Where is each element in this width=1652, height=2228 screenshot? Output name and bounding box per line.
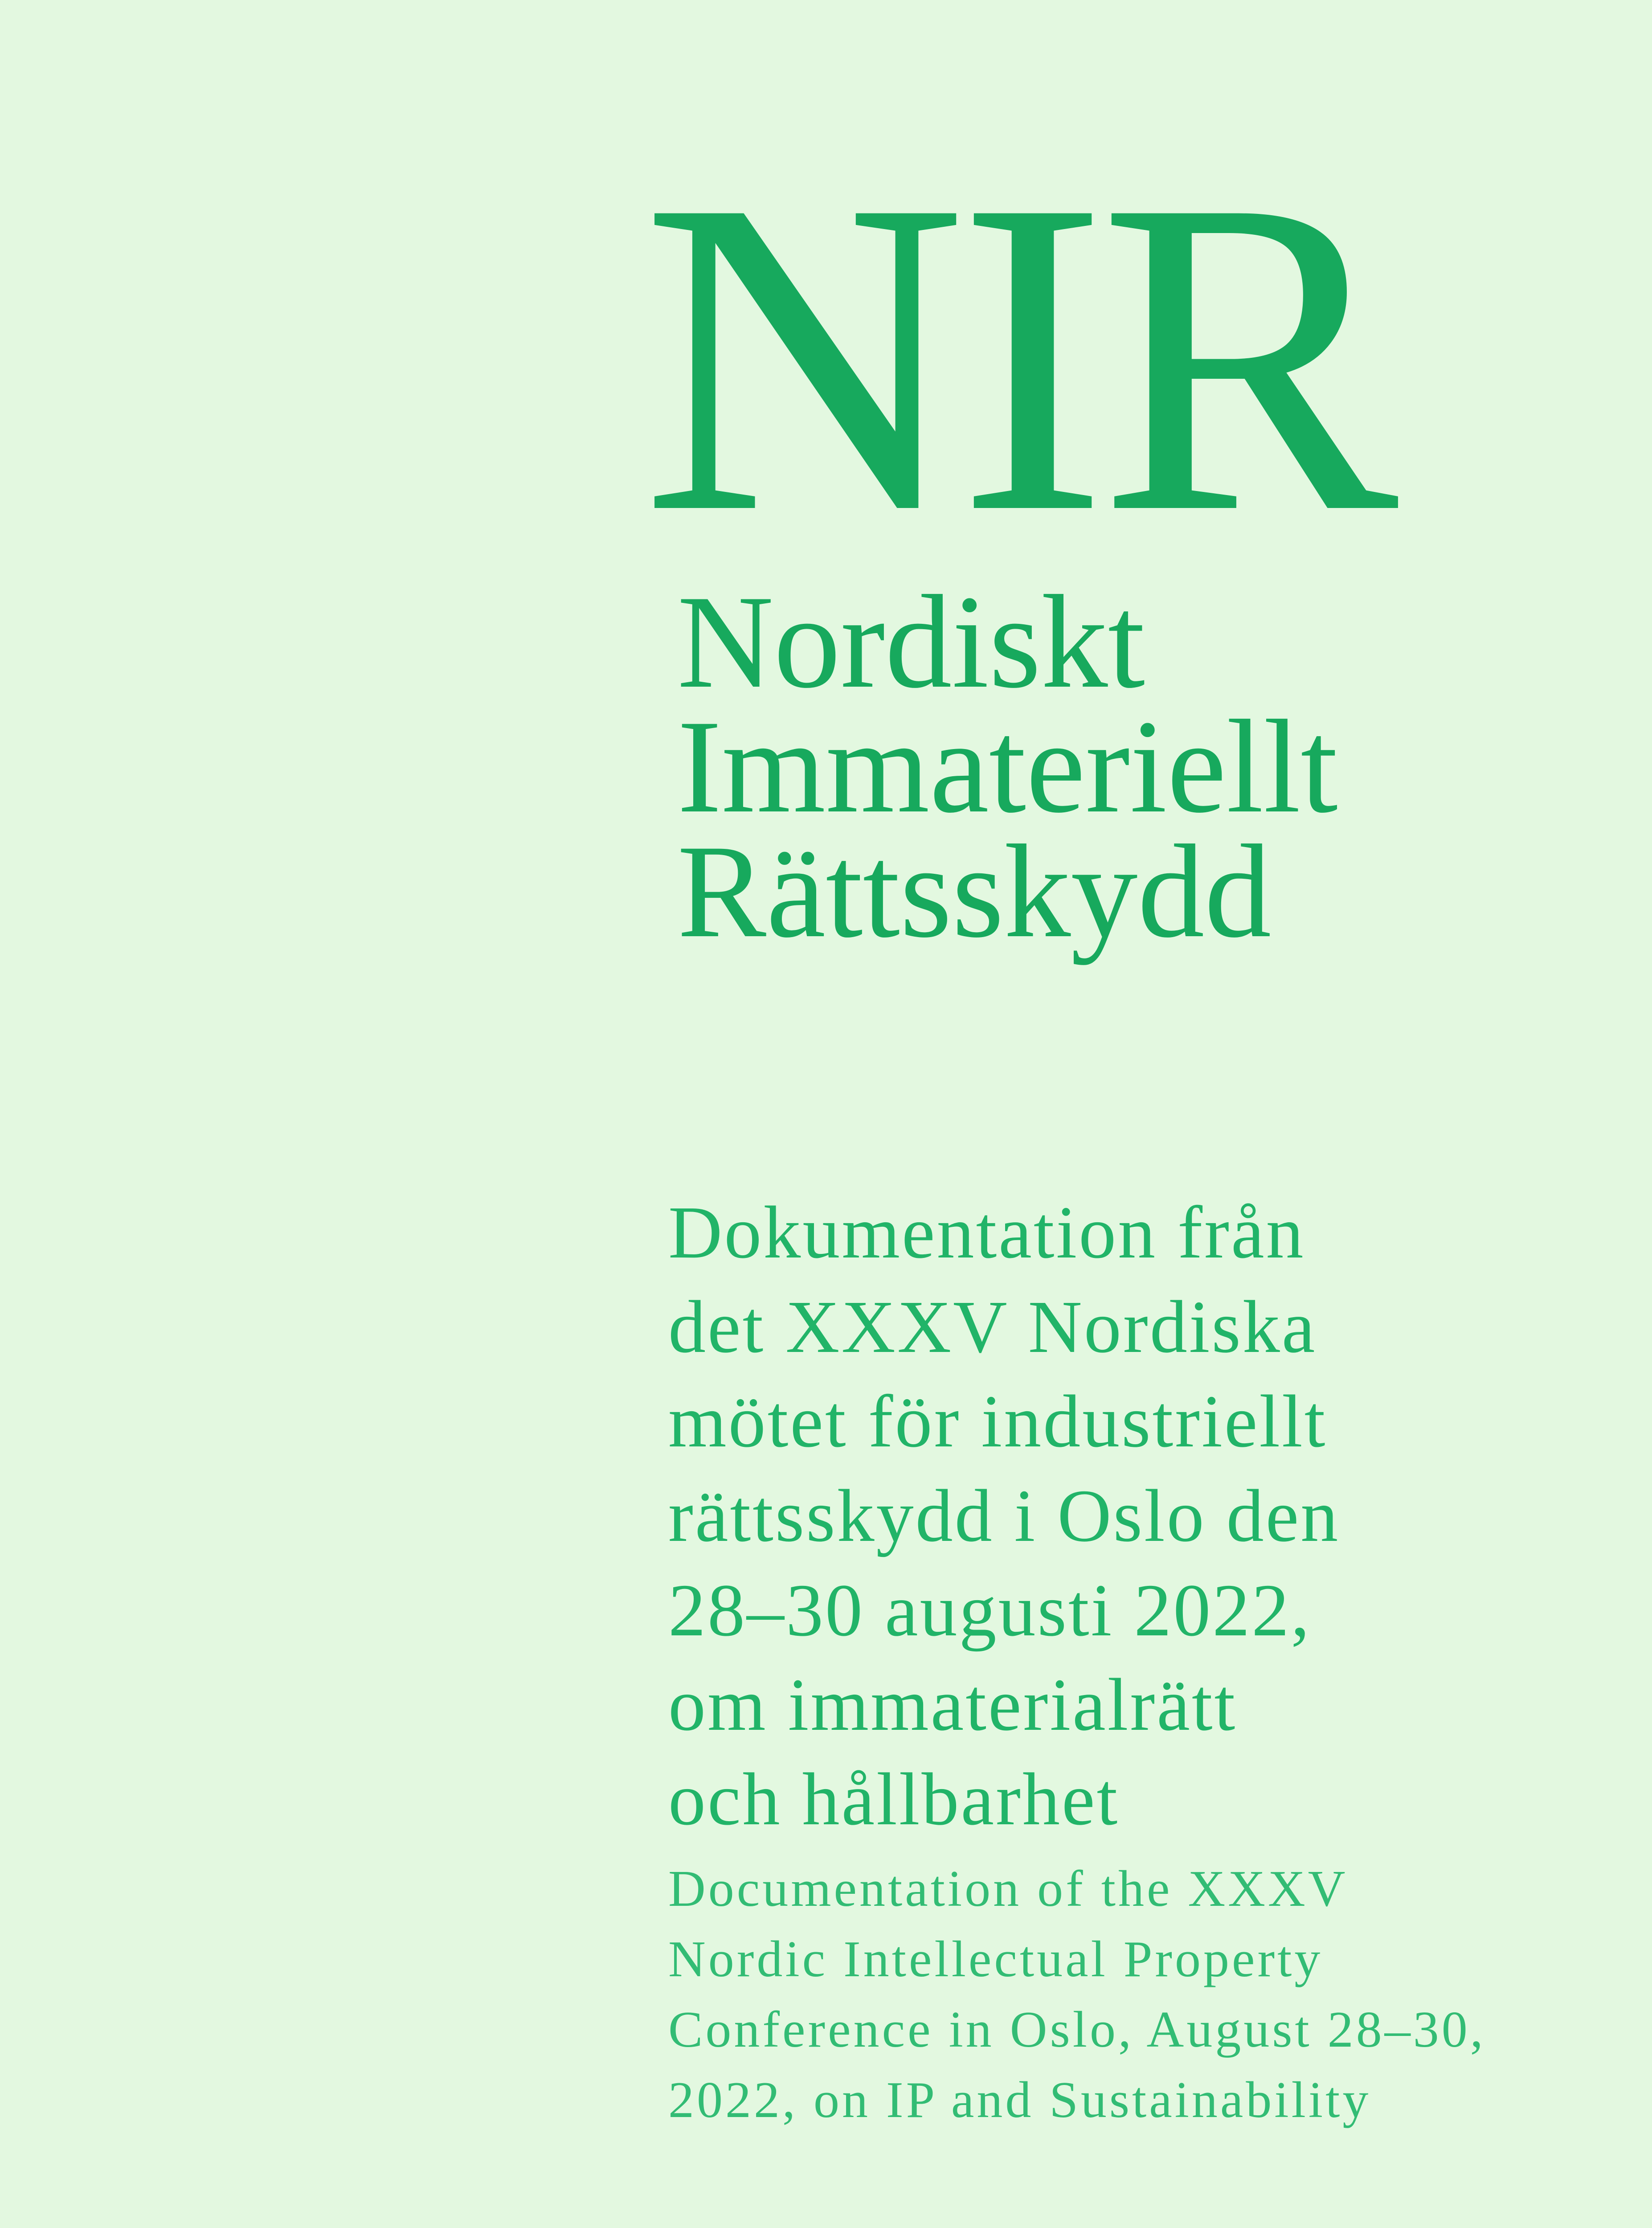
journal-name-line: Nordiskt: [677, 568, 1145, 716]
journal-name-line: Immateriellt: [677, 692, 1338, 840]
english-description: [668, 1854, 1486, 2135]
swedish-description-line: mötet för industriellt: [668, 1380, 1327, 1463]
journal-acronym: NIR: [642, 107, 1390, 606]
journal-full-name: [677, 568, 1524, 965]
english-description-line: Conference in Oslo, August 28–30,: [668, 2001, 1486, 2058]
swedish-description-line: om immaterialrätt: [668, 1663, 1237, 1746]
swedish-description-line: Dokumentation från: [668, 1191, 1305, 1274]
journal-name-line: Rättsskydd: [677, 817, 1272, 965]
swedish-description-line: det XXXV Nordiska: [668, 1286, 1317, 1368]
swedish-description: [668, 1185, 1426, 1847]
english-description-line: 2022, on IP and Sustainability: [668, 2072, 1371, 2129]
swedish-description-line: och hållbarhet: [668, 1758, 1120, 1841]
swedish-description-line: 28–30 augusti 2022,: [668, 1569, 1312, 1652]
english-description-line: Documentation of the XXXV: [668, 1860, 1348, 1917]
swedish-description-line: rättsskydd i Oslo den: [668, 1474, 1340, 1557]
english-description-line: Nordic Intellectual Property: [668, 1931, 1323, 1988]
